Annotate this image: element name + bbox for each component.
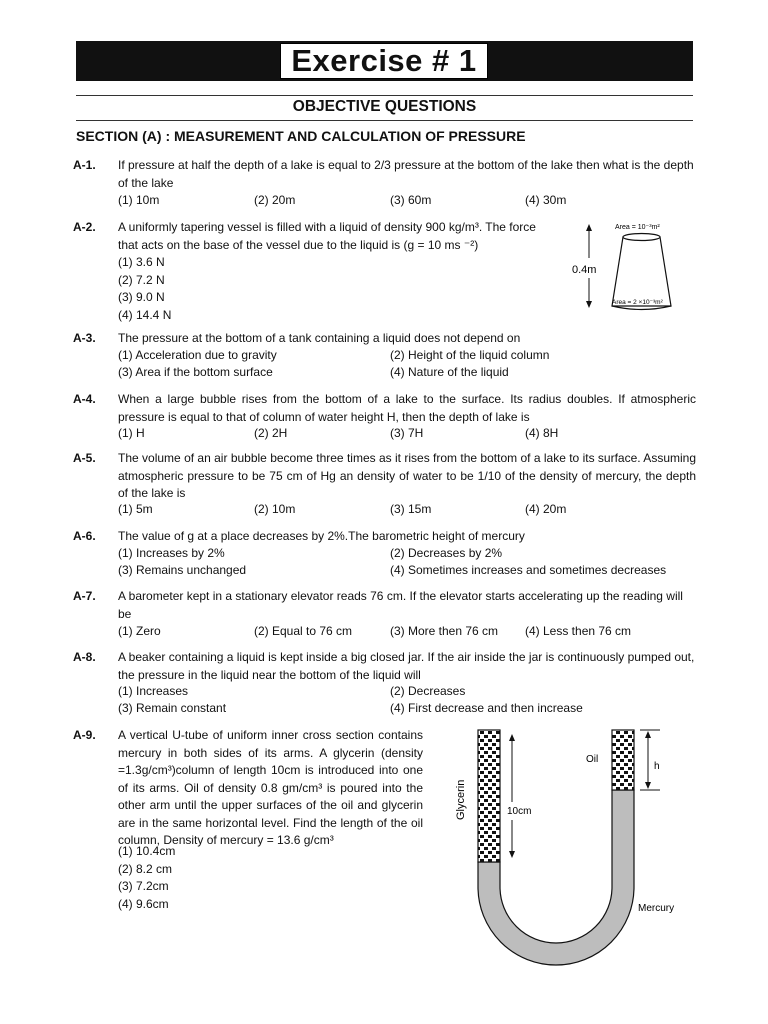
top-area-label: Area = 10⁻³m² <box>615 224 660 231</box>
arrow-head-down-icon <box>586 301 592 308</box>
option[interactable]: (3) 60m <box>390 193 432 207</box>
question-number: A-8. <box>73 650 96 664</box>
mercury-label: Mercury <box>638 903 675 914</box>
option[interactable]: (3) Remain constant <box>118 701 227 715</box>
option[interactable]: (4) Nature of the liquid <box>390 365 509 379</box>
option[interactable]: (2) Equal to 76 cm <box>254 624 353 638</box>
glycerin-label: Glycerin <box>455 779 467 820</box>
subtitle: OBJECTIVE QUESTIONS <box>292 98 477 115</box>
option[interactable]: (2) Height of the liquid column <box>390 348 550 362</box>
option[interactable]: (1) Acceleration due to gravity <box>118 348 277 362</box>
option[interactable]: (2) 7.2 N <box>118 272 165 287</box>
option[interactable]: (1) 3.6 N <box>118 255 165 269</box>
arrow-head-up-icon <box>509 734 515 741</box>
option[interactable]: (3) 7H <box>390 426 424 440</box>
option[interactable]: (4) Sometimes increases and sometimes decreases <box>390 563 667 577</box>
option[interactable]: (3) 9.0 N <box>118 290 165 304</box>
tapering-vessel-figure <box>565 216 685 316</box>
u-tube-figure <box>440 722 700 967</box>
question-number: A-3. <box>73 331 96 345</box>
question-text: A barometer kept in a stationary elevator reads 76 cm. If the elevator starts accelerating up the reading will be <box>118 589 683 621</box>
option[interactable]: (4) First decrease and then increase <box>390 701 583 715</box>
option[interactable]: (2) Decreases <box>390 684 466 698</box>
options-list <box>118 843 175 913</box>
question-text: The pressure at the bottom of a tank containing a liquid does not depend on <box>118 331 521 345</box>
option[interactable]: (2) 20m <box>254 193 296 207</box>
option[interactable]: (2) 8.2 cm <box>118 861 173 876</box>
question-number: A-6. <box>73 529 96 543</box>
option[interactable]: (3) More then 76 cm <box>390 624 499 638</box>
question-text: A beaker containing a liquid is kept inside a big closed jar. If the air inside the jar is continuously pumped out, the pressure in the liquid near the bottom of the liquid will <box>118 650 695 682</box>
option[interactable]: (4) Less then 76 cm <box>525 624 632 638</box>
option[interactable]: (3) 7.2cm <box>118 879 169 893</box>
oil-label: Oil <box>586 754 599 765</box>
option[interactable]: (3) Area if the bottom surface <box>118 365 273 379</box>
question-number: A-9. <box>73 728 96 742</box>
question-text: When a large bubble rises from the bottom of a lake to the surface. Its radius doubles. If atmospheric pressure is equal to that of column of water height H, then the depth of lake is <box>118 392 696 424</box>
section-title: SECTION (A) : MEASUREMENT AND CALCULATION OF PRESSURE <box>76 128 526 144</box>
question-number: A-1. <box>73 158 96 172</box>
option[interactable]: (2) 10m <box>254 502 296 516</box>
option[interactable]: (1) H <box>118 426 145 440</box>
divider-top <box>76 95 693 96</box>
option[interactable]: (1) 10.4cm <box>118 844 176 858</box>
option[interactable]: (4) 9.6cm <box>118 896 169 911</box>
question-text: The volume of an air bubble become three times as it rises from the bottom of a lake to its surface. Assuming atmospheric pressure to be 75 cm of Hg an density of water to be 1/10 of the density of mercury, the depth of the lake is <box>118 451 696 500</box>
option[interactable]: (4) 20m <box>525 502 567 516</box>
length-label: 10cm <box>507 806 532 817</box>
divider-bottom <box>76 120 693 121</box>
option[interactable]: (4) 8H <box>525 426 559 440</box>
bottom-area-label: Area = 2 ×10⁻³m² <box>612 299 663 306</box>
option[interactable]: (4) 14.4 N <box>118 307 172 322</box>
options-list <box>118 254 171 324</box>
option[interactable]: (1) Zero <box>118 624 161 638</box>
question-text: A uniformly tapering vessel is filled with a liquid of density 900 kg/m³. The force that acts on the base of the vessel due to the liquid is (g = 10 ms ⁻²) <box>118 220 536 252</box>
h-label: h <box>654 761 660 772</box>
option[interactable]: (3) 15m <box>390 502 432 516</box>
arrow-head-up-icon <box>645 731 651 738</box>
question-text: A vertical U-tube of uniform inner cross section contains mercury in both sides of its arms. A glycerin (density =1.3g/cm³)column of length 10cm is introduced into one of its arms. Oil of density 0.8 gm/cm³ is poured into the other arm until the upper surfaces of the oil and glycerin are in the same horizontal level. Find the length of the oil column, Density of mercury = 13.6 g/cm³ <box>118 728 423 847</box>
question-number: A-4. <box>73 392 96 406</box>
oil-column <box>612 730 634 790</box>
arrow-head-up-icon <box>586 224 592 231</box>
height-label: 0.4m <box>572 264 597 276</box>
option[interactable]: (3) Remains unchanged <box>118 563 247 577</box>
option[interactable]: (1) Increases <box>118 684 189 698</box>
question-number: A-5. <box>73 451 96 465</box>
question-text: The value of g at a place decreases by 2%.The barometric height of mercury <box>118 529 525 543</box>
option[interactable]: (1) Increases by 2% <box>118 546 225 560</box>
mercury-column <box>478 790 634 965</box>
question-number: A-7. <box>73 589 96 603</box>
option[interactable]: (4) 30m <box>525 193 567 207</box>
option[interactable]: (2) Decreases by 2% <box>390 546 503 560</box>
vessel-shape <box>612 237 671 306</box>
option[interactable]: (1) 10m <box>118 193 160 207</box>
option[interactable]: (2) 2H <box>254 426 288 440</box>
vessel-top-rim <box>623 234 660 241</box>
page-title: Exercise # 1 <box>280 43 488 79</box>
question-text: If pressure at half the depth of a lake is equal to 2/3 pressure at the bottom of the lake then what is the depth of the lake <box>118 158 694 190</box>
question-number: A-2. <box>73 220 96 234</box>
arrow-head-down-icon <box>645 782 651 789</box>
option[interactable]: (1) 5m <box>118 502 153 516</box>
glycerin-column <box>478 730 500 862</box>
arrow-head-down-icon <box>509 851 515 858</box>
